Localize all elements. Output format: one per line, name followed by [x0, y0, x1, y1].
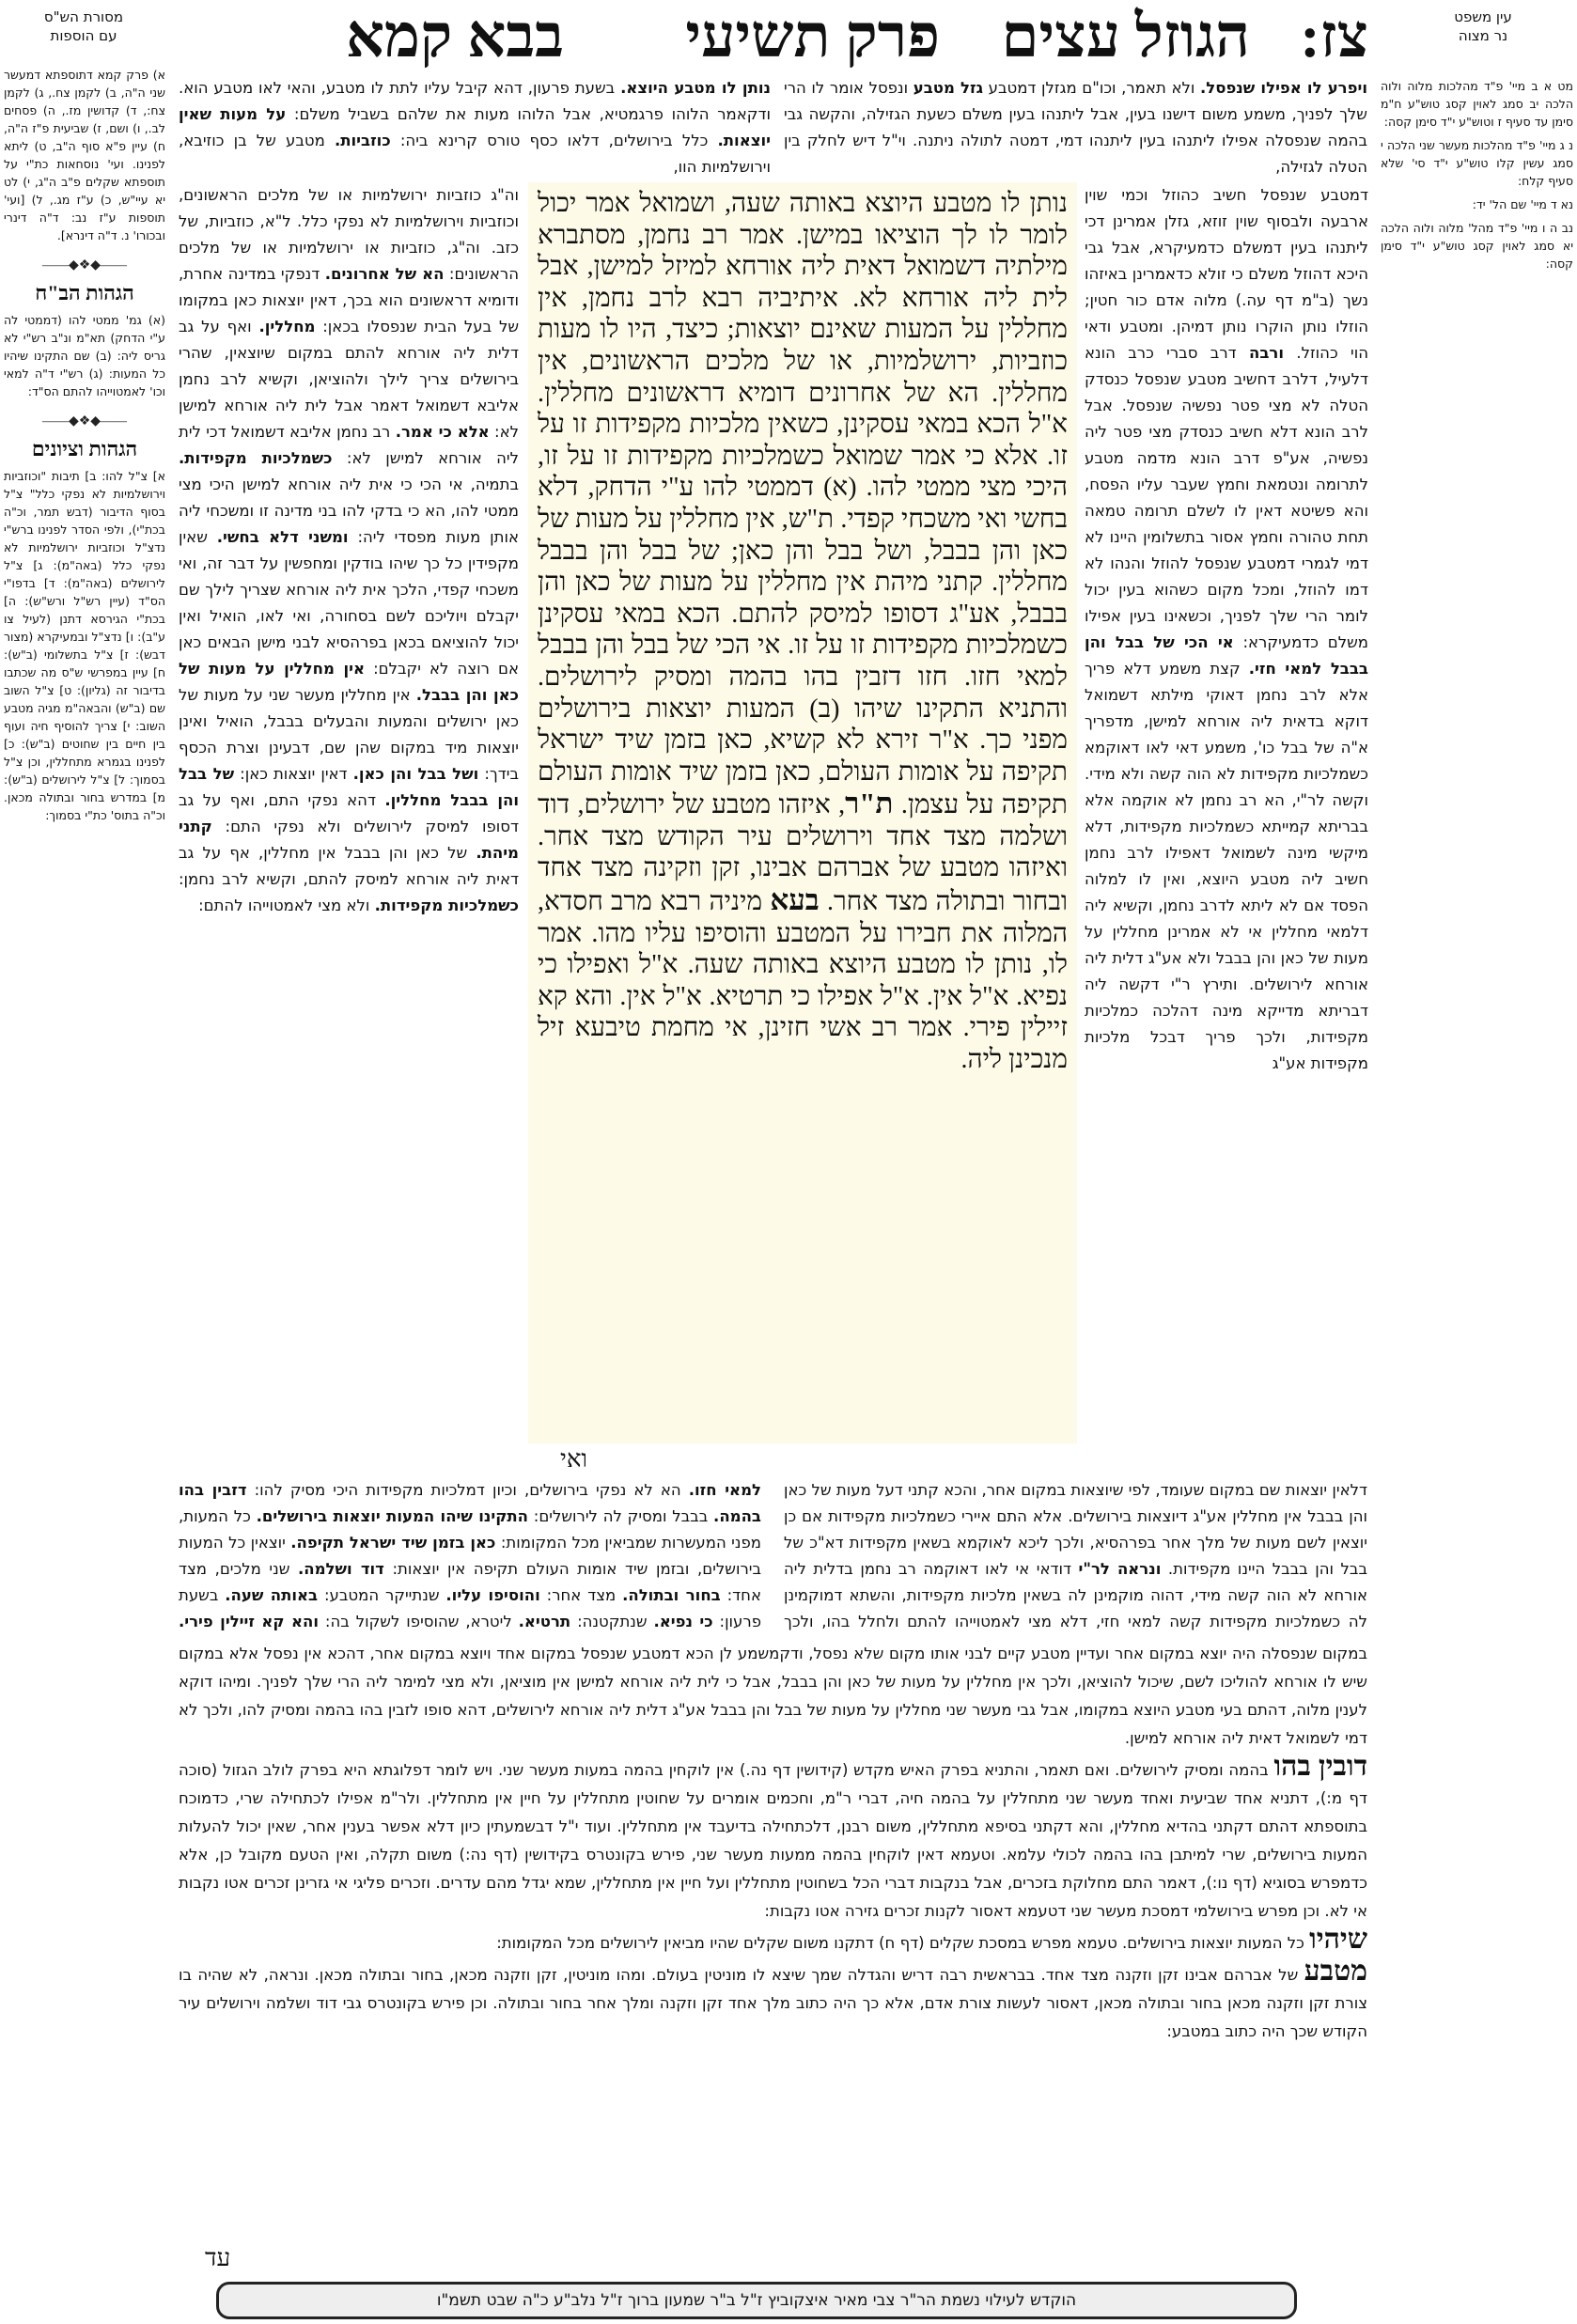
ner-mitzvah-title-line: נר מצוה — [1458, 27, 1508, 44]
text-segment: קצת משמע דלא פריך אלא לרב נחמן דאוקי מילתא דשמואל דוקא בדאית ליה אורחא למישן, מדפריך א"ה של בבל כו', משמע דאי לאו דאוקמא כשמלכיות מקפידות לא הוה קשה ולא מידי. וקשה לר"י, הא רב נחמן לא אוקמה אלא בבריתא קמייתא כשמלכיות מקפידות, דלא מיקשי מינה לשמואל דאפילו לרב נחמן חשיב ליה מטבע היוצא, ואין לו למלוה הפסד אם לא ליתא לדרב נחמן, וקשיא ליה דלמאי מחללין אי לא אמרינן מחללין על מעות של כאן והן בבבל ולא אע"ג דלית ליה אורחא לירושלים. ותירץ ר"י דקשה ליה דבריתא מדייקא מינה דהלכה כמלכיות מקפידות, ולכך פריך דבכל מלכיות מקפידות אע"ג — [1085, 660, 1368, 1072]
text-segment: ולא תאמר, וכו"ם מגזלן דמטבע — [983, 79, 1200, 97]
text-segment: במקום שנפסלה היה יוצא במקום אחר ועדיין מטבע קיים לבני אותו מקום שלא נפסל, ודקמשמע לן הכא דמטבע שנפסל במקום אחד ויוצא במקום אחר, דהכא אין נפסל אלא במקום שיש לו אורחא להוליכו לשם, שיכול להוציאן, ולכך אין מחללין על מעות של כאן והן בבבל, אבל כי לית ליה אורחא למישן אין מוציאן, ולא מצי למימר ליה הרי שלך לפניך. ומיהו דוקא לענין מלוה, דהתם בעי מטבע היוצא במקומו, אבל גבי מעשר שני מחללין על מעות של בבל והן בבבל אע"ג דלית ליה אורחא לירושלים, דהא סופו לזבין בהו בהמה ומסיק להו, ולכך לא דמי לשמואל דאית ליה אורחא למישן. — [179, 1645, 1367, 1747]
text-segment: דרב סברי כרב הונא דלעיל, דלרב דחשיב מטבע שנפסל כנסדק הטלה לא מצי פטר נפשיה שנפסל. אבל לרב הונא דלא חשיב כנסדק מצי פטר ליה נפשיה, אע"פ דרב הונא מדמה מטבע לתרומה ונטמאת וחמץ שעבר עליו הפסח, והא פשיטא דאין לו לשלם תרומה טמאה תחת טהורה וחמץ אסור בתשלומין היינו לא דמי לגמרי דמטבע שנפסל להוזל והנהו לא דמו להוזל, ומכל מקום כשהוא בעין יכול לומר הרי שלך לפניך, וכשאינו בעין אפילו משלם כדמעיקרא: — [1085, 344, 1368, 651]
dibbur-hamatchil: מחללין. — [258, 318, 316, 335]
ein-mishpat-entry: נב ה ו מיי' פ"ד מהל' מלוה ולוה הלכה יא סמג לאוין קסג טוש"ע י"ד סימן קסה: — [1381, 221, 1573, 271]
text-segment: נותן לו מטבע היוצא באותה שעה, ושמואל אמר יכול לומר לו לך הוציאו במישן. אמר רב נחמן, מסתברא מילתיה דשמואל דאית ליה אורחא למיזל למישן, אבל לית ליה אורחא לא. איתיביה רבא לרב נחמן, אין מחללין על המעות שאינם יוצאות; כיצד, היו לו מעות כוזביות, ירושלמיות, או של מלכים הראשונים, אין מחללין. הא של אחרונים דומיא דראשונים מחללין. א"ל הכא במאי עסקינן, כשאין מלכיות מקפידות זו על זו. אלא כי אמר שמואל כשמלכיות מקפידות זו על זו, היכי מצי ממטי להו. (א) דממטי להו ע"י הדחק, דלא בחשי ואי משכחי קפדי. ת"ש, אין מחללין על מעות של כאן והן בבבל, ושל בבל והן כאן; של בבל והן בבבל מחללין. קתני מיהת אין מחללין על מעות של כאן והן בבבל, אע"ג דסופו למיסק להתם. הכא במאי עסקינן כשמלכיות מקפידות זו על זו. אי הכי של בבל והן בבבל למאי חזו. חזו דזבין בהו בהמה ומסיק לירושלים. והתניא התקינו שיהו (ב) המעות יוצאות בירושלים מפני כך. א"ר זירא לא קשיא, כאן בזמן שיד ישראל תקיפה על אומות העולם, כאן בזמן שיד אומות העולם תקיפה על עצמן. — [538, 189, 1068, 820]
text-segment: מצד אחר: — [539, 1586, 623, 1604]
dibbur-hamatchil: ומשני דלא בחשי. — [216, 528, 349, 546]
dibbur-hamatchil: דובין בהו — [1273, 1751, 1367, 1782]
ein-mishpat-title-line: עין משפט — [1454, 8, 1512, 25]
text-segment: של אברהם אבינו זקן וזקנה מצד אחד. בבראשית רבה דריש והגדלה שמך שיצא לו מוניטין בעולם. ומהו מוניטין, זקן וזקנה מכאן, בחור ובתולה מכאן. ונראה, לא שהיה בו צורת זקן וזקנה מכאן בחור ובתולה מכאן, דאסור לעשות צורת אדם, אלא כך היה כתוב מלך אחד זקן וזקנה ומלך אחר בחור ובתולה. וכן פירש בקונטרס גבי דוד ושלמה וירושלים עיר הקודש שכך היה כתוב במטבע: — [179, 1966, 1367, 2040]
dibbur-hamatchil: קתני מיהת. — [179, 818, 519, 862]
dibbur-hamatchil: אי הכי של בבל והן בבבל למאי חזי. — [1085, 633, 1368, 678]
dibbur-hamatchil: אין מחללין על מעות של כאן והן בבבל. — [179, 660, 519, 704]
dibbur-hamatchil: כשמלכיות מקפידות. — [374, 897, 519, 914]
text-segment: בבבל ומסיק לה לירושלים: — [527, 1507, 714, 1525]
dibbur-hamatchil: אלא כי אמר. — [395, 423, 490, 441]
dibbur-hamatchil: כוזביות. — [334, 132, 391, 149]
dibbur-hamatchil: והא קא זיילין פירי. — [179, 1613, 320, 1630]
bottom-commentary — [179, 1640, 1367, 2241]
text-segment: ואף על גב דלית ליה אורחא להתם במקום שיוצאין, שהרי בירושלים צריך לילך ולהוציאן, וקשיא לרב נחמן אליבא דשמואל דאמר אבל לית ליה אורחא למישן לא: — [179, 318, 519, 441]
tosafot-top — [784, 75, 1367, 180]
dibbur-hamatchil: ונראה לר"י — [1078, 1560, 1162, 1578]
dibbur-hamatchil: ויפרע לו אפילו שנפסל. — [1199, 79, 1367, 97]
commentary-paragraph — [179, 1957, 1367, 2046]
rashi-bottom — [179, 1477, 761, 1635]
masoret-hashas-text: א) פרק קמא דתוספתא דמעשר שני ה"ה, ב) לקמן צח., ג) לקמן צח:, ד) קדושין מז., ה) פסחים לב., ו) ושם, ז) שביעית פ"ז ה"ה, ח) עיין פ"א סוף ה"ב, ט) ליתא לפנינו. ועי' נוסחאות כת"י על תוספתא שקלים פ"ב ה"ג, י) לט יא עיי"ש, כ) ע"ז מג., ל) [ועי' תוספות ע"ז נב: ד"ה דינרי ובכורו' נ. ד"ה דינרא]. — [4, 68, 165, 242]
gemara-text — [528, 182, 1077, 1443]
dibbur-hamatchil: ת"ר — [845, 787, 894, 820]
daf-number: צז: — [1300, 3, 1368, 70]
dibbur-hamatchil: בעא — [770, 883, 820, 917]
text-segment: דמטבע שנפסל חשיב כהוזל וכמי שוין ארבעה ולבסוף שוין זוזא, גזלן אמרינן דכי ליתנהו בעין דמשלם כדמעיקרא, אבל גבי היכא דהוזל משלם כי זולא כדאמרינן באיזהו נשך (ב"מ דף עה.) מלוה אדם כור חטין; הוזלו נותן הוקרו נותן דמיהן. ומטבע ודאי הוי כהוזל. — [1085, 186, 1368, 362]
text-segment: מיניה רבא מרב חסדא, המלוה את חבירו על המטבע והוסיפו עליו מהו. אמר לו, נותן לו מטבע היוצא באותה שעה. א"ל ואפילו כי נפיא. א"ל אין. א"ל אפילו כי תרטיא. א"ל אין. והא קא זיילין פירי. אמר רב אשי חזינן, אי מחמת טיבעא זיל מנכינן ליה. — [538, 887, 1068, 1075]
dibbur-hamatchil: מטבע — [1304, 1956, 1367, 1987]
masoret-title — [0, 8, 167, 45]
hagahot-tziyunim-title: הגהות וציונים — [31, 437, 138, 460]
text-segment: רב נחמן אליבא דשמואל דכי לית ליה אורחא למישן לא: — [179, 423, 519, 467]
tosafot-column — [1085, 182, 1368, 1460]
masoret-title-line: מסורת הש"ס — [43, 8, 124, 25]
gemara-catchword: ואי — [560, 1445, 588, 1473]
text-segment: בהמה ומסיק לירושלים. ואם תאמר, והתניא בפרק האיש מקדש (קידושין דף נה.) אין לוקחין בהמה במעות מעשר שני. ויש לומר דפלוגתא היא בפרק לולב הגזול (סוכה דף מ:), דתניא אחד שביעית ואחד מעשר שני מתחללין על בהמה חיה, דברי ר"מ, וחכמים אומרים על שחוטין מתחללין על חיין אין מתחללין. ולר"מ אפילו לכתחילה שרי, כדמוכח בתוספתא דהתם דקתני בהדיא מחללין, והא דקתני בסיפא מתחללין, משום רבנן, דלכתחילה בדיעבד אין מתחללין. ועוד י"ל דבשמעתין כיון דלא אפשר בענין אחר, שאין יכול להעלות המעות בירושלים, שרי למיתבן בהו בהמה לכולי עלמא. וטעמא דאין לוקחין בהמה ממעות מעשר שני, פירש בקונטרס בקידושין (דף נה:) משום תקלה, ואין הטעם מקובל כן, אלא כדמפרש בסוגיא (דף נו:), דאמר התם מחלוקת בזכרים, אבל בנקבות דברי הכל בשחוטין מתחללין ועל חיין אין מתחללין, שמא יגדל מהם עדרים. וזכרים פליגי אי גזרינן זכרים אטו נקבות אי לא. וכן מפרש בירושלמי דמסכת מעשר שני דטעמא דאסור לקנות זכרים גזירה אטו נקבות: — [179, 1761, 1367, 1920]
commentary-paragraph — [179, 1640, 1367, 1753]
rashi-top — [179, 75, 771, 180]
ein-mishpat-entry: נא ד מיי' שם הל' יד: — [1472, 197, 1573, 211]
perek-number: פרק תשיעי — [685, 3, 940, 70]
dibbur-hamatchil: הא של אחרונים. — [324, 265, 445, 283]
hagahot-tziyunim-text: א] צ"ל להו: ב] תיבות "וכוזביות וירושלמיות לא נפקי כלל" צ"ל בסוף הדיבור (דבש תמר, וכ"ה בכת"י), ולפי הסדר לפנינו ברש"י נדצ"ל וכוזביות ירושלמיות לא נפקי כלל (באה"מ): ג] צ"ל לירושלים (באה"מ): ד] בדפו"י הס"ד (עיין רש"ל ורש"ש): ה] בכת"י הגירסא דתנן (לעיל צו ע"ב): ו] נדצ"ל ובמעיקרא (מצור דבש): ז] צ"ל בתשלומי (ב"ש): ח] עיין במפרשי ש"ס מה שכתבו בדיבור זה (גליון): ט] צ"ל השוב שם (ב"ש) והבאה"מ מגיה מטבע השוב: י] צריך להוסיף חיה ועוף בין חיים בין שחוטים (ב"ש): כ] לפנינו בגמרא מתחללין, וכן צ"ל בסמוך: ל] צ"ל לירושלים (ב"ש): מ] במדרש בחור ובתולה מכאן. וכ"ה בתוס' כת"י בסמוך: — [4, 469, 165, 822]
perek-name: הגוזל עצים — [1001, 3, 1250, 70]
text-segment: שנתקטנה: — [570, 1613, 654, 1630]
dibbur-hamatchil: באותה שעה. — [225, 1586, 319, 1604]
text-segment: דאין יוצאות כאן: — [234, 765, 353, 783]
text-segment: בתמיה, אי הכי כי אית ליה אורחא למישן היכי מצי ממטי להו, הא כי בדקי להו בני מדינה זו ומשכחי ליה אותן מעות מפסדי ליה: — [179, 476, 519, 546]
text-segment: וה"ג כוזביות ירושלמיות או של מלכים הראשונים, וכוזביות וירושלמיות לא נפקי כלל. ל"א, כוזביות, של כזב. וה"ג, כוזביות או ירושלמיות או של מלכים הראשונים: — [179, 186, 519, 283]
text-segment: הא לא נפקי בירושלים, וכיון דמלכיות מקפידות היכי מסיק להו: — [246, 1481, 689, 1499]
text-segment: אין מחללין מעשר שני על מעות של כאן ירושלים והמעות והבעלים בבבל, הואיל ואינן יוצאות מיד במקום שהן שם, דבעינן וצרת הכסף בידך: — [179, 686, 519, 783]
text-segment: ליטרא, שהוסיפו לשקול בה: — [319, 1613, 519, 1630]
dibbur-hamatchil: על מעות שאין יוצאות. — [179, 105, 771, 149]
dibbur-hamatchil: ושל בבל והן כאן. — [352, 765, 479, 783]
dedication-box — [216, 2282, 1297, 2319]
hosafot-title-line: עם הוספות — [50, 27, 117, 44]
text-segment: של כאן והן בבבל אין מחללין, אף על גב דאית ליה אורחא למיסק להתם, וקשיא לרב נחמן: — [179, 844, 519, 888]
text-segment: דלאין יוצאות שם במקום שעומד, לפי שיוצאות במקום אחר, והכא קתני דעל מעות של כאן והן בבבל אין מחללין אע"ג דיוצאות בירושלים. אלא התם איירי כשמלכיות מקפידות אם כן יוצאין לשם מעות של מלך אחר בפרהסיא, ולכך ליכא לאוקמא בשאין מקפידות דא"כ של בבל והן בבבל היינו מקפידות. — [784, 1481, 1367, 1578]
text-segment: מטבע של בן כוזיבא, וירושלמיות הוו, — [179, 132, 771, 176]
text-segment: כל המעות יוצאות בירושלים. טעמא מפרש במסכת שקלים (דף ח) דתקנו משום שקלים שהיו מביאין לירושלים מכל המקומות: — [496, 1934, 1310, 1952]
text-segment: דנפקי במדינה אחרת, ודומיא דראשונים הוא בכך, דאין יוצאות כאן במקומו של בעל הבית שנפסלו בכאן: — [179, 265, 519, 335]
dibbur-hamatchil: כי נפיא. — [653, 1613, 713, 1630]
dedication-text: הוקדש לעילוי נשמת הר"ר צבי מאיר איצקוביץ ז"ל ב"ר שמעון ברוך ז"ל נלב"ע כ"ה שבט תשמ"ו — [436, 2291, 1077, 2310]
ein-mishpat-entry: נ ג מיי' פ"ד מהלכות מעשר שני הלכה י סמג עשין קלו טוש"ע י"ד סי' שלא סעיף קלח: — [1381, 138, 1573, 188]
commentary-paragraph — [179, 1753, 1367, 1926]
page-catchword: עד — [205, 2244, 231, 2271]
dibbur-hamatchil: דזבין בהו בהמה. — [179, 1481, 761, 1525]
text-segment: דודאי אי לאו דאוקמה רב נחמן בדלית ליה אורחא לא הוה קשה מידי, דהוה מוקמינן לה בשאין מלכיות מקפידות, והשתא דמוקמינן לה כשמלכיות מקפידות קשה למאי חזי, דלא מצי לאמטוייהו להתם ולחלל בהו, ולכך — [784, 1560, 1367, 1630]
rashi-column — [179, 182, 519, 1460]
text-segment: כל המעות, מפני המעשרות שמביאין מכל המקומות: — [179, 1507, 761, 1552]
text-segment: דהא נפקי התם, ואף על גב דסופו למיסק לירושלים ולא נפקי התם: — [179, 791, 519, 835]
dibbur-hamatchil: נותן לו מטבע היוצא. — [620, 79, 771, 97]
text-segment: , איזהו מטבע של ירושלים, דוד ושלמה מצד אחד וירושלים עיר הקודש מצד אחר. ואיזהו מטבע של אברהם אבינו, זקן וזקינה מצד אחד ובחור ובתולה מצד אחר. — [538, 790, 1068, 917]
text-segment: יוצאין כל המעות בירושלים, ובזמן שיד אומות העולם תקיפה אין יוצאות: — [179, 1534, 761, 1578]
dibbur-hamatchil: דוד ושלמה. — [298, 1560, 384, 1578]
text-segment: שני מלכים, מצד אחד: — [179, 1560, 761, 1604]
dibbur-hamatchil: למאי חזו. — [688, 1481, 761, 1499]
text-segment: ונפסל אומר לו הרי שלך לפניך, משמע משום דישנו בעין, אבל ליתנהו בעין משלם כשעת הגזילה, והקשה גבי בהמה שנפסלה אפילו ליתנהו בעין ליתנהו דמי, דמטה לתולה ניתנה. וי"ל דיש לחלק בין הטלה לגזילה, — [784, 79, 1367, 176]
dibbur-hamatchil: התקינו שיהו המעות יוצאות בירושלים. — [256, 1507, 528, 1525]
text-segment: כלל בירושלים, דלאו כסף טורס קרינא ביה: — [390, 132, 718, 149]
text-segment: בשעת פרעון: — [179, 1586, 761, 1630]
ein-mishpat-entry: מט א ב מיי' פ"ד מהלכות מלוה ולוה הלכה יב סמג לאוין קסג טוש"ע ח"מ סימן עד סעיף ז וטוש"ע י"ד סימן קסה: — [1381, 79, 1573, 129]
text-segment: ולא מצי לאמטוייהו להתם: — [198, 897, 375, 914]
masechet-name: בבא קמא — [345, 3, 564, 70]
dibbur-hamatchil: תרטיא. — [518, 1613, 571, 1630]
commentary-paragraph — [179, 1926, 1367, 1957]
dibbur-hamatchil: בחור ובתולה. — [622, 1586, 721, 1604]
hagahot-bach-text: (א) גמ' ממטי להו (דממטי לה ע"י הדחק) תא"מ ונ"ב רש"י לא גריס ליה: (ב) שם התקינו שיהיו כל המעות: (ג) רש"י ד"ה למאי וכו' לאמטוייהו להתם הס"ד: — [4, 313, 165, 398]
hagahot-bach-title: הגהות הב"ח — [35, 281, 134, 304]
text-segment: שאין מקפידין כל כך שיהו בודקין ומחפשין על דבר זה, ואי משכחי קפדי, הלכך אית ליה אורחא שצריך לילך שם יקבלם ויוליכם לשם בסחורה, ואי לאו, הואיל ואין יכול להוציאם בכאן בפרהסיא לבני מישן הבאים כאן אם רוצה לא יקבלם: — [179, 528, 519, 678]
left-margin — [4, 66, 165, 824]
dibbur-hamatchil: גזל מטבע — [913, 79, 984, 97]
dibbur-hamatchil: כשמלכיות מקפידות. — [179, 449, 333, 467]
text-segment: שנתייקר המטבע: — [318, 1586, 446, 1604]
dibbur-hamatchil: ורבה — [1249, 344, 1284, 362]
tosafot-bottom — [784, 1477, 1367, 1635]
dibbur-hamatchil: והוסיפו עליו. — [445, 1586, 540, 1604]
ornament-divider: ——◆❖◆—— — [41, 414, 128, 429]
dibbur-hamatchil: של בבל והן בבבל מחללין. — [179, 765, 519, 809]
ein-mishpat-column — [1381, 77, 1573, 278]
dibbur-hamatchil: כאן בזמן שיד ישראל תקיפה. — [290, 1534, 496, 1552]
ornament-divider: ——◆❖◆—— — [41, 258, 128, 273]
dibbur-hamatchil: שיהיו — [1309, 1924, 1367, 1955]
ein-mishpat-title — [1389, 8, 1577, 45]
text-segment: בשעת פרעון, דהא קיבל עליו לתת לו מטבע, והאי לאו מטבע הוא. ודקאמר הלוהו פרגמטיא, אבל הלוהו מעות את שלהם בשביל משלם: — [179, 79, 771, 123]
